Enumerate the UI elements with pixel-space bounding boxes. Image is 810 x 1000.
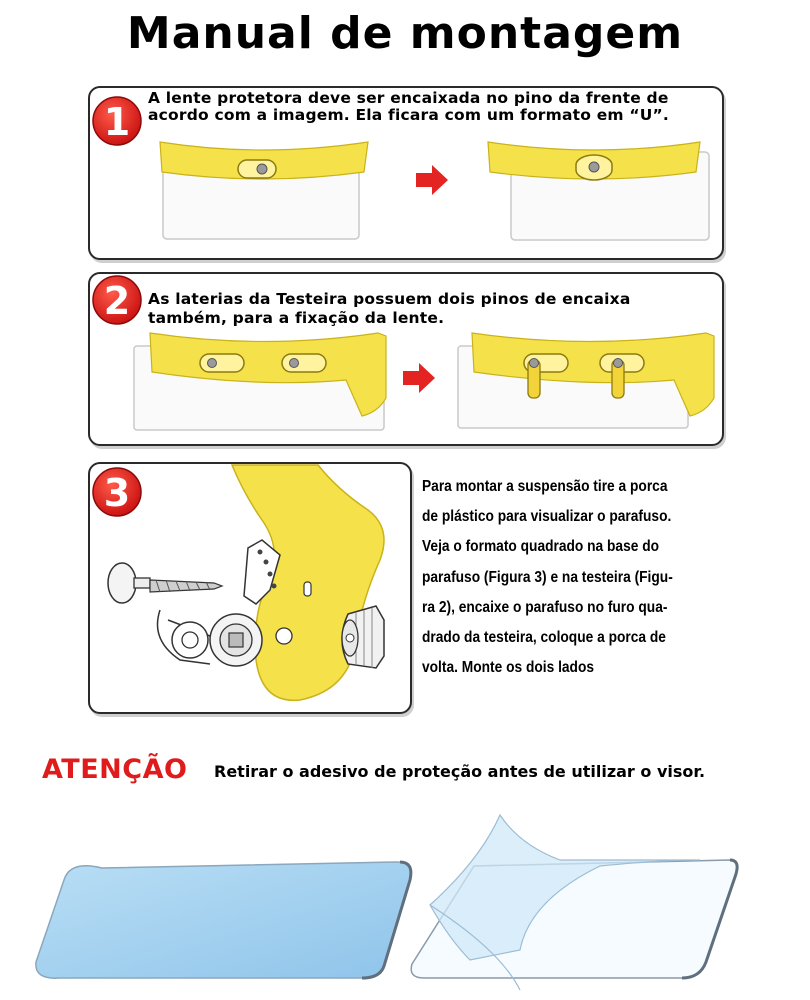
step-3-line: Para montar a suspensão tire a porca: [422, 478, 668, 495]
step-3-line: de plástico para visualizar o parafuso.: [422, 508, 672, 526]
arrow-right-icon: [403, 363, 435, 393]
step-2-number: 2: [103, 279, 131, 323]
step-2-visor-before: [134, 333, 386, 430]
step-1-text: A lente protetora deve ser encaixada no pino da frente de acordo com a imagem. Ela ficara com um formato em “U”.: [148, 89, 670, 124]
step-2-visor-after: [458, 333, 714, 428]
step-1-visor-before: [160, 142, 368, 239]
step-2-badge-icon: [93, 276, 141, 324]
step-1-visor-after: [488, 142, 709, 240]
page-title: Manual de montagem: [126, 8, 684, 59]
step-3-line: drado da testeira, coloque a porca de: [422, 629, 666, 647]
step-3-line: volta. Monte os dois lados: [422, 659, 595, 677]
step-3-line: Veja o formato quadrado na base do: [422, 538, 660, 556]
step-3-text: [422, 472, 680, 683]
attention-label: ATENÇÃO: [42, 754, 188, 785]
step-3-badge-icon: [93, 468, 141, 516]
step-1-number: 1: [103, 100, 131, 144]
attention-text: Retirar o adesivo de proteção antes de utilizar o visor.: [214, 762, 706, 781]
step-3-line: parafuso (Figura 3) e na testeira (Figu-: [422, 568, 673, 586]
step-1-badge-icon: [93, 97, 141, 145]
step-3-assembly-drawing: [108, 465, 384, 700]
arrow-right-icon: [416, 165, 448, 195]
lens-film-peeling: [411, 815, 737, 990]
lens-with-film: [36, 862, 411, 978]
step-3-number: 3: [103, 471, 131, 515]
step-3-line: ra 2), encaixe o parafuso no furo qua-: [422, 598, 668, 616]
step-2-text: As laterias da Testeira possuem dois pinos de encaixa também, para a fixação da lente.: [148, 290, 631, 327]
